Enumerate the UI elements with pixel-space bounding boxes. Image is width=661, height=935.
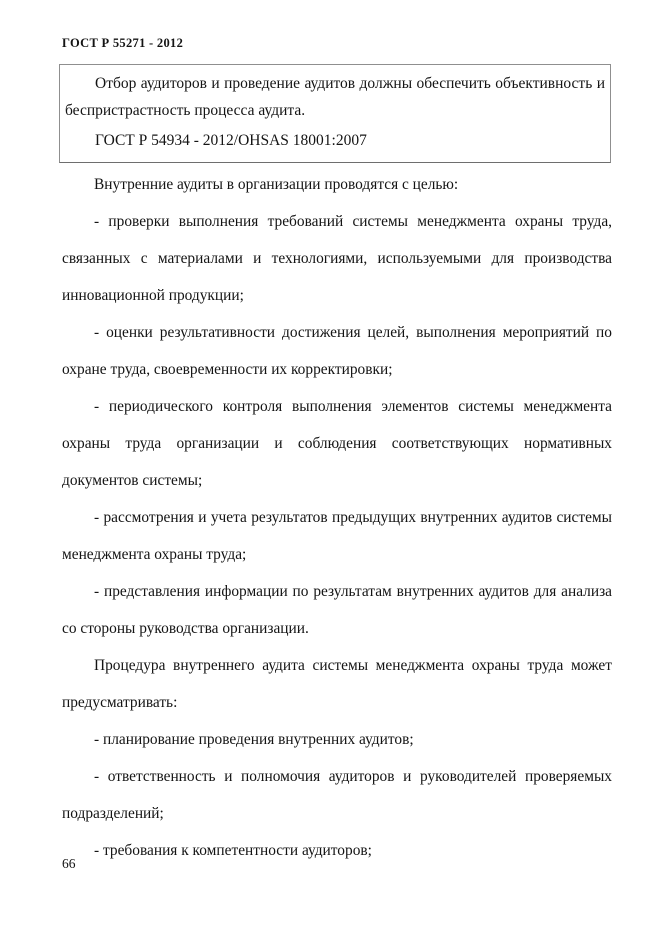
paragraph-intro-audit-procedure: Процедура внутреннего аудита системы менеджмента охраны труда может предусматривать: xyxy=(62,657,612,711)
paragraph-list-item-management-review: - представления информации по результатам внутренних аудитов для анализа со стороны руководства организации. xyxy=(62,583,612,637)
paragraph-list-item-effectiveness: - оценки результативности достижения целей, выполнения мероприятий по охране труда, своевременности их корректировки; xyxy=(62,324,612,378)
body-text xyxy=(62,166,612,869)
quote-reference-standard: ГОСТ Р 54934 - 2012/OHSAS 18001:2007 xyxy=(95,132,367,149)
document-header-standard-number: ГОСТ Р 55271 - 2012 xyxy=(62,36,184,50)
page-number: 66 xyxy=(62,856,76,871)
paragraph-list-item-responsibility: - ответственность и полномочия аудиторов и руководителей проверяемых подразделений; xyxy=(62,768,612,822)
quote-paragraph: Отбор аудиторов и проведение аудитов должны обеспечить объективность и беспристрастность процесса аудита. xyxy=(65,75,605,119)
paragraph-list-item-previous-audits: - рассмотрения и учета результатов предыдущих внутренних аудитов системы менеджмента охраны труда; xyxy=(62,509,612,563)
paragraph-list-item-planning: - планирование проведения внутренних аудитов; xyxy=(94,731,414,748)
paragraph-list-item-verification: - проверки выполнения требований системы менеджмента охраны труда, связанных с материалами и технологиями, используемыми для производства инновационной продукции; xyxy=(62,213,612,304)
paragraph-list-item-competence: - требования к компетентности аудиторов; xyxy=(94,842,372,859)
quote-box xyxy=(59,64,611,163)
paragraph-intro-audits-purpose: Внутренние аудиты в организации проводятся с целью: xyxy=(94,176,459,193)
paragraph-list-item-periodic-control: - периодического контроля выполнения элементов системы менеджмента охраны труда организации и соблюдения соответствующих нормативных документов системы; xyxy=(62,398,612,489)
